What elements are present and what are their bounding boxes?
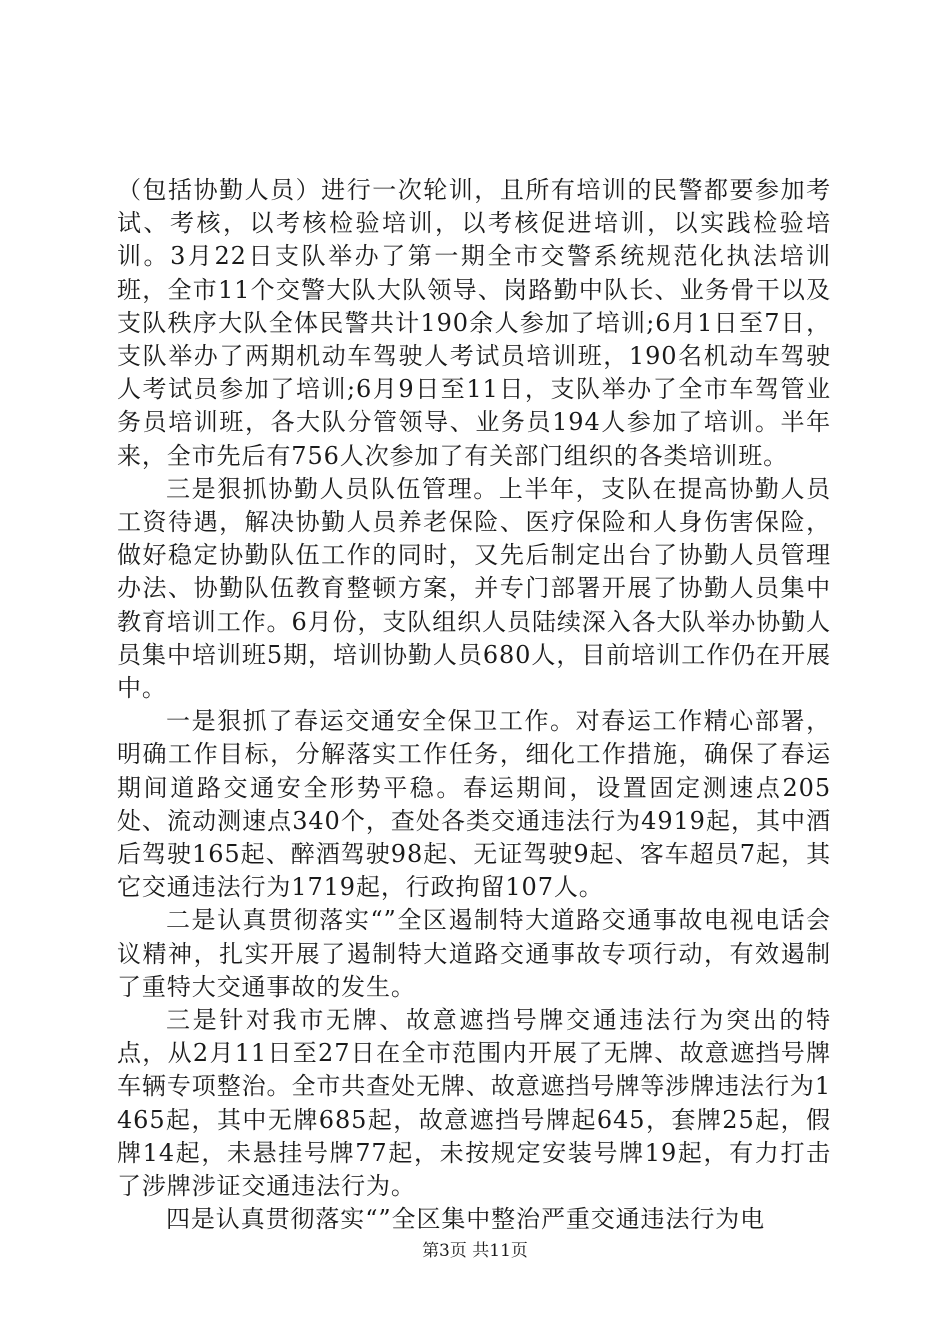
paragraph-auxiliary-staff-management: 三是狠抓协勤人员队伍管理。上半年，支队在提高协勤人员工资待遇，解决协勤人员养老保险、医疗保险和人身伤害保险，做好稳定协勤队伍工作的同时，又先后制定出台了协勤人员管理办法、协勤队伍教育整顿方案，并专门部署开展了协勤人员集中教育培训工作。6月份，支队组织人员陆续深入各大队举办协勤人员集中培训班5期，培训协勤人员680人，目前培训工作仍在开展中。 (117, 474, 831, 703)
document-body (117, 174, 831, 1237)
page-number-footer: 第3页 共11页 (422, 1241, 528, 1261)
paragraph-license-plate-rectification: 三是针对我市无牌、故意遮挡号牌交通违法行为突出的特点，从2月11日至27日在全市范围内开展了无牌、故意遮挡号牌车辆专项整治。全市共查处无牌、故意遮挡号牌等涉牌违法行为1465起，其中无牌685起，故意遮挡号牌起645，套牌25起，假牌14起，未悬挂号牌77起，未按规定安装号牌19起，有力打击了涉牌涉证交通违法行为。 (117, 1006, 831, 1201)
paragraph-curb-major-accidents: 二是认真贯彻落实“”全区遏制特大道路交通事故电视电话会议精神，扎实开展了遏制特大道路交通事故专项行动，有效遏制了重特大交通事故的发生。 (117, 906, 831, 1001)
paragraph-continued-training: （包括协勤人员）进行一次轮训，且所有培训的民警都要参加考试、考核，以考核检验培训，以考核促进培训，以实践检验培训。3月22日支队举办了第一期全市交警系统规范化执法培训班，全市11个交警大队大队领导、岗路勤中队长、业务骨干以及支队秩序大队全体民警共计190余人参加了培训;6月1日至7日，支队举办了两期机动车驾驶人考试员培训班，190名机动车驾驶人考试员参加了培训;6月9日至11日，支队举办了全市车驾管业务员培训班，各大队分管领导、业务员194人参加了培训。半年来，全市先后有756人次参加了有关部门组织的各类培训班。 (117, 176, 831, 470)
paragraph-serious-violations: 四是认真贯彻落实“”全区集中整治严重交通违法行为电 (166, 1205, 766, 1234)
paragraph-spring-transport-safety: 一是狠抓了春运交通安全保卫工作。对春运工作精心部署，明确工作目标，分解落实工作任务，细化工作措施，确保了春运期间道路交通安全形势平稳。春运期间，设置固定测速点205处、流动测速点340个，查处各类交通违法行为4919起，其中酒后驾驶165起、醉酒驾驶98起、无证驾驶9起、客车超员7起，其它交通违法行为1719起，行政拘留107人。 (117, 707, 831, 902)
